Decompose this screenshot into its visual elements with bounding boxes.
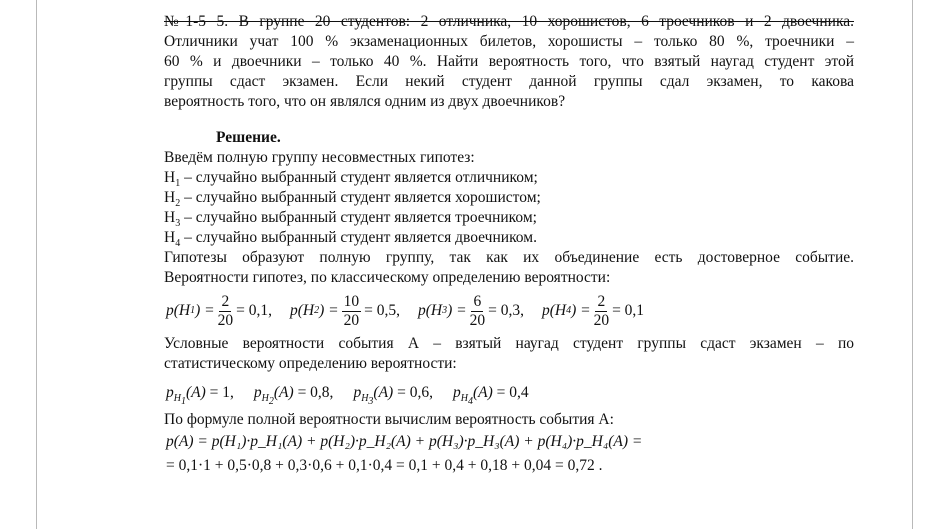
page-left-border bbox=[36, 0, 37, 529]
solution-intro: Введём полную группу несовместных гипотез: bbox=[164, 149, 475, 166]
conditional-probabilities-formula bbox=[166, 380, 854, 406]
problem-line: Отличники учат 100 % экзаменационных билетов, хорошисты – только 80 %, троечники – bbox=[164, 33, 854, 50]
problem-statement bbox=[164, 12, 854, 112]
cond-prob-3: $p_{H_3}(A) = 0,6$, bbox=[353, 384, 433, 408]
hypothesis-3: $H_3$ – случайно выбранный студент является троечником; bbox=[164, 209, 537, 230]
cond-prob-2: $p_{H_2}(A) = 0,8$, bbox=[253, 384, 334, 408]
hypothesis-4: $H_4$ – случайно выбранный студент является двоечником. bbox=[164, 229, 537, 250]
hypothesis-1: $H_1$ – случайно выбранный студент является отличником; bbox=[164, 169, 538, 190]
problem-line: группы сдаст экзамен. Если некий студент данной группы сдал экзамен, то какова bbox=[164, 73, 854, 90]
total-probability-formula: p(A) = p(H₁)·p_H₁(A) + p(H₂)·p_H₂(A) + p(H₃)·p_H₃(A) + p(H₄)·p_H₄(A) = bbox=[166, 433, 643, 450]
hyp-prob-4: p(H 4 ) = $\frac{2}{20}$ = 0,1 bbox=[541, 292, 645, 329]
hypothesis-probabilities-formula bbox=[166, 288, 854, 334]
paragraph-line: Условные вероятности события А – взятый наугад студент группы сдаст экзамен – по bbox=[164, 335, 854, 352]
hyp-prob-1: p(H 1 ) = $\frac{2}{20}$ = 0,1, bbox=[166, 292, 272, 329]
hypothesis-2: $H_2$ – случайно выбранный студент является хорошистом; bbox=[164, 189, 541, 210]
hyp-prob-3: p(H 3 ) = $\frac{6}{20}$ = 0,3, bbox=[417, 292, 524, 329]
paragraph-line: статистическому определению вероятности: bbox=[164, 355, 457, 372]
hyp-prob-2: p(H 2 ) = $\frac{10}{20}$ = 0,5, bbox=[289, 292, 400, 329]
paragraph-line: Гипотезы образуют полную группу, так как их объединение есть достоверное событие. bbox=[164, 249, 854, 266]
document-page bbox=[164, 12, 854, 478]
cond-prob-1: $p_{H_1}(A) = 1$, bbox=[166, 384, 234, 408]
paragraph-line: По формуле полной вероятности вычислим вероятность события А: bbox=[164, 411, 614, 428]
problem-line: вероятность того, что он являлся одним из двух двоечников? bbox=[164, 93, 566, 110]
page-right-border bbox=[912, 0, 913, 529]
solution-title: Решение. bbox=[216, 129, 281, 146]
problem-line: 60 % и двоечники – только 40 %. Найти вероятность того, что взятый наугад студент этой bbox=[164, 53, 854, 70]
total-probability-result: = 0,1·1 + 0,5·0,8 + 0,3·0,6 + 0,1·0,4 = 0,1 + 0,4 + 0,18 + 0,04 = 0,72 . bbox=[166, 457, 603, 474]
problem-line: №1-5 5. В группе 20 студентов: 2 отличника, 10 хорошистов, 6 троечников и 2 двоечника. bbox=[164, 13, 854, 30]
cond-prob-4: $p_{H_4}(A) = 0,4$ bbox=[452, 384, 529, 408]
paragraph-line: Вероятности гипотез, по классическому определению вероятности: bbox=[164, 269, 611, 286]
